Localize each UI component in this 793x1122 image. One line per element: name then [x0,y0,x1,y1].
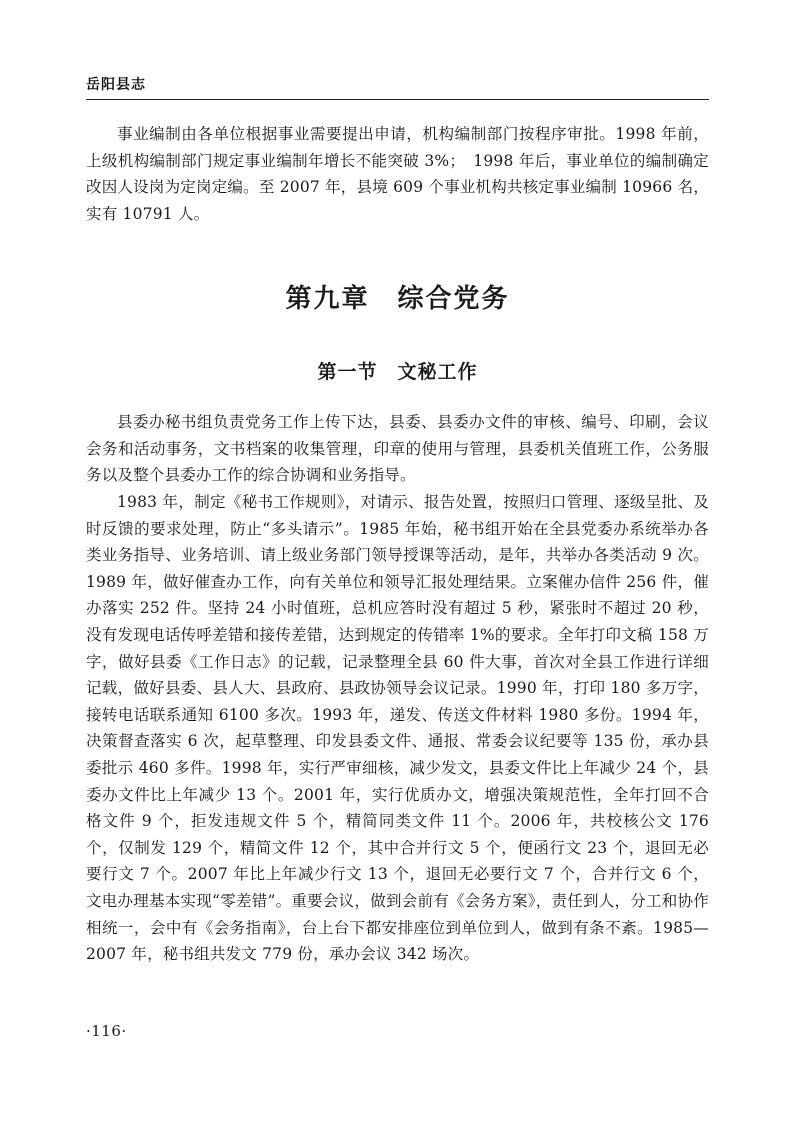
duties-paragraph: 县委办秘书组负责党务工作上传下达，县委、县委办文件的审核、编号、印刷，会议会务和活动事务，文书档案的收集管理，印章的使用与管理，县委机关值班工作，公务服务以及整个县委办工作的综合协调和业务指导。 [86,413,709,485]
running-head-title: 岳阳县志 [86,77,146,93]
history-paragraph: 1983 年，制定《秘书工作规则》，对请示、报告处置，按照归口管理、逐级呈批、及时反馈的要求处理，防止“多头请示”。1985 年始，秘书组开始在全县党委办系统举办各类业务指导、业务培训、请上级业务部门领导授课等活动，是年，共举办各类活动 9 次。1989 年，做好催查办工作，向有关单位和领导汇报处理结果。立案催办信件 256 件，催办落实 252 件。坚持 24 小时值班，总机应答时没有超过 5 秒，紧张时不超过 20 秒，没有发现电话传呼差错和接传差错，达到规定的传错率 1%的要求。全年打印文稿 158 万字，做好县委《工作日志》的记载，记录整理全县 60 件大事，首次对全县工作进行详细记载，做好县委、县人大、县政府、县政协领导会议记录。1990 年，打印 180 多万字，接转电话联系通知 6100 多次。1993 年，递发、传送文件材料 1980 多份。1994 年，决策督查落实 6 次，起草整理、印发县委文件、通报、常委会议纪要等 135 份，承办县委批示 460 多件。1998 年，实行严审细核，减少发文，县委文件比上年减少 24 个，县委办文件比上年减少 13 个。2001 年，实行优质办文，增强决策规范性，全年打回不合格文件 9 个，拒发违规文件 5 个，精简同类文件 11 个。2006 年，共校核公文 176 个，仅制发 129 个，精简文件 12 个，其中合并行文 5 个，便函行文 23 个，退回无必要行文 7 个。2007 年比上年减少行文 13 个，退回无必要行文 7 个，合并行文 6 个，文电办理基本实现“零差错”。重要会议，做到会前有《会务方案》，责任到人，分工和协作相统一，会中有《会务指南》，台上台下都安排座位到单位到人，做到有条不紊。1985—2007 年，秘书组共发文 779 份，承办会议 342 场次。 [86,493,709,964]
chapter-title: 第九章 综合党务 [285,284,510,314]
page-number: ·116· [86,1022,127,1040]
section-title: 第一节 文秘工作 [317,361,478,383]
intro-paragraph: 事业编制由各单位根据事业需要提出申请，机构编制部门按程序审批。1998 年前，上级机构编制部门规定事业编制年增长不能突破 3%； 1998 年后，事业单位的编制确定改因人设岗为定岗定编。至 2007 年，县境 609 个事业机构共核定事业编制 10966 名，实有 10791 人。 [86,125,709,223]
header-divider [86,99,709,100]
